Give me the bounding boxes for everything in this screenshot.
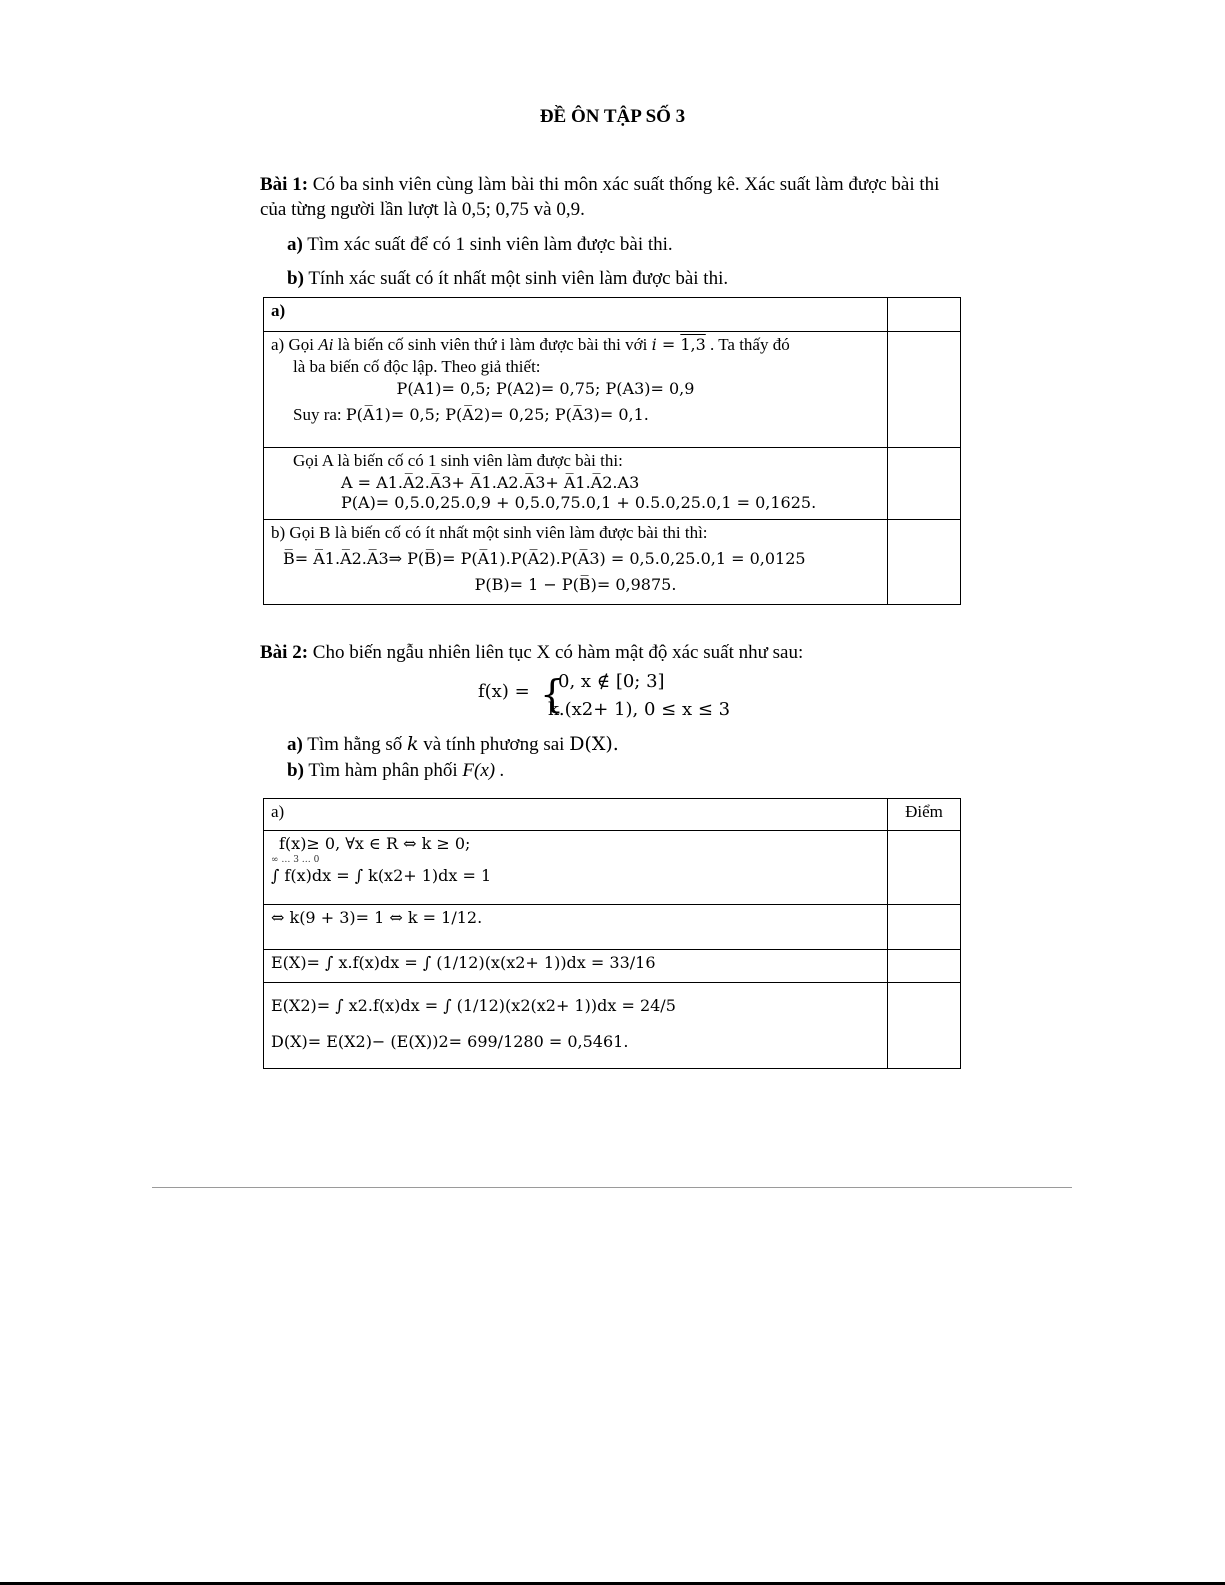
r1-mid: là biến cố sinh viên thứ i làm được bài thi với — [333, 335, 652, 354]
bai1-statement — [260, 172, 965, 222]
density-lhs: f(x) = — [478, 681, 530, 702]
bai2-text: Cho biến ngẫu nhiên liên tục X có hàm mật độ xác suất như sau: — [308, 642, 804, 663]
bai1-qb-label: b) — [287, 268, 304, 289]
brace-symbol: { — [540, 672, 565, 716]
r1-i: i = — [651, 335, 681, 354]
table-row — [264, 520, 961, 605]
bai2-row1-line2: ∫ f(x)dx = ∫ k(x2+ 1)dx = 1 — [271, 866, 492, 885]
bai1-row2-line1: Gọi A là biến cố có 1 sinh viên làm được bài thi: — [293, 451, 623, 470]
bai1-question-a — [287, 232, 673, 257]
r1-var: Ai — [318, 335, 334, 354]
table-row — [264, 905, 961, 950]
score-cell — [888, 983, 961, 1069]
page-divider — [152, 1187, 1072, 1188]
bai2-solution-table — [263, 798, 961, 1069]
bai1-row1-line1 — [271, 334, 880, 356]
table-row — [264, 983, 961, 1069]
density-case1: 0, x ∉ [0; 3] — [558, 671, 665, 692]
bai2-row4-line1: E(X2)= ∫ x2.f(x)dx = ∫ (1/12)(x2(x2+ 1))dx = 24/5 — [271, 996, 676, 1015]
bai1-row3-eq1: B̅= A̅1.A̅2.A̅3⇒ P(B̅)= P(A̅1).P(A̅2).P(A̅3) = 0,5.0,25.0,1 = 0,0125 — [283, 549, 806, 568]
bai2-question-a — [287, 732, 619, 757]
bai2-qa-text: Tìm hằng số — [302, 734, 407, 755]
r1-range: 1,3 — [680, 335, 706, 354]
score-cell — [888, 448, 961, 520]
r1-suy-label: Suy ra: — [293, 405, 346, 424]
r1-post: . Ta thấy đó — [705, 335, 790, 354]
bai2-statement — [260, 640, 965, 665]
bai2-qb-text: Tìm hàm phân phối — [303, 760, 463, 781]
score-header: Điểm — [888, 799, 961, 831]
bai1-question-b — [287, 266, 728, 291]
bai1-solution-table — [263, 297, 961, 605]
bai1-row3-eq2: P(B)= 1 − P(B̅)= 0,9875. — [474, 575, 677, 594]
bai2-table-header: a) — [264, 799, 888, 831]
bai1-label: Bài 1: — [260, 174, 309, 195]
bai2-question-b — [287, 758, 505, 783]
score-cell — [888, 520, 961, 605]
bai1-row3-cell — [264, 520, 888, 605]
bai1-qb-text: Tính xác suất có ít nhất một sinh viên làm được bài thi. — [303, 268, 729, 289]
bai2-row3-cell: E(X)= ∫ x.f(x)dx = ∫ (1/12)(x(x2+ 1))dx = 33/16 — [264, 950, 888, 983]
bai2-row4-line2: D(X)= E(X2)− (E(X))2= 699/1280 = 0,5461. — [271, 1032, 629, 1051]
bai1-row2-eq1: A = A1.A̅2.A̅3+ A̅1.A2.A̅3+ A̅1.A̅2.A3 — [341, 473, 640, 492]
bai1-row1-suy — [271, 404, 880, 426]
table-row — [264, 448, 961, 520]
bai2-label: Bài 2: — [260, 642, 309, 663]
bai2-row1-limits: ∞ … 3 … 0 — [271, 855, 320, 865]
score-cell — [888, 332, 961, 448]
bai1-row3-line1: b) Gọi B là biến cố có ít nhất một sinh viên làm được bài thi thì: — [271, 523, 708, 542]
bai2-qb-fx: F(x) . — [462, 760, 505, 781]
score-cell — [888, 905, 961, 950]
page-title: ĐỀ ÔN TẬP SỐ 3 — [539, 106, 686, 127]
bai1-header-label: a) — [271, 301, 286, 320]
bai1-row1-cell — [264, 332, 888, 448]
bai2-qb-label: b) — [287, 760, 304, 781]
bai1-row1-line2: là ba biến cố độc lập. Theo giả thiết: — [293, 357, 541, 376]
score-cell — [888, 950, 961, 983]
bai2-qa-k: k — [406, 733, 419, 755]
table-row — [264, 950, 961, 983]
bai1-table-header — [264, 298, 888, 332]
bai1-row2-eq2: P(A)= 0,5.0,25.0,9 + 0,5.0,75.0,1 + 0.5.0,25.0,1 = 0,1625. — [341, 493, 817, 512]
bai2-qa-dx: D(X). — [569, 733, 619, 755]
density-case2: k.(x2+ 1), 0 ≤ x ≤ 3 — [548, 699, 731, 720]
bai1-qa-text: Tìm xác suất để có 1 sinh viên làm được bài thi. — [302, 234, 673, 255]
bai1-row1-probs: P(A1)= 0,5; P(A2)= 0,75; P(A3)= 0,9 — [396, 379, 695, 398]
r1-pre: a) Gọi — [271, 335, 319, 354]
score-cell — [888, 831, 961, 905]
bai2-qa-text2: và tính phương sai — [418, 734, 570, 755]
bai1-text: Có ba sinh viên cùng làm bài thi môn xác suất thống kê. Xác suất làm được bài thi của từng người lần lượt là 0,5; 0,75 và 0,9. — [260, 174, 940, 220]
bai2-qa-label: a) — [287, 734, 303, 755]
r1-suy-math: P(A̅1)= 0,5; P(A̅2)= 0,25; P(A̅3)= 0,1. — [345, 405, 649, 424]
bai1-qa-label: a) — [287, 234, 303, 255]
bai2-row1-line1: f(x)≥ 0, ∀x ∈ R ⇔ k ≥ 0; — [279, 834, 471, 853]
bai2-row2-cell: ⇔ k(9 + 3)= 1 ⇔ k = 1/12. — [264, 905, 888, 950]
score-cell — [888, 298, 961, 332]
bai2-row4-cell — [264, 983, 888, 1069]
bai2-row1-cell — [264, 831, 888, 905]
table-row — [264, 799, 961, 831]
bai1-row2-cell — [264, 448, 888, 520]
table-row — [264, 298, 961, 332]
table-row — [264, 332, 961, 448]
table-row — [264, 831, 961, 905]
